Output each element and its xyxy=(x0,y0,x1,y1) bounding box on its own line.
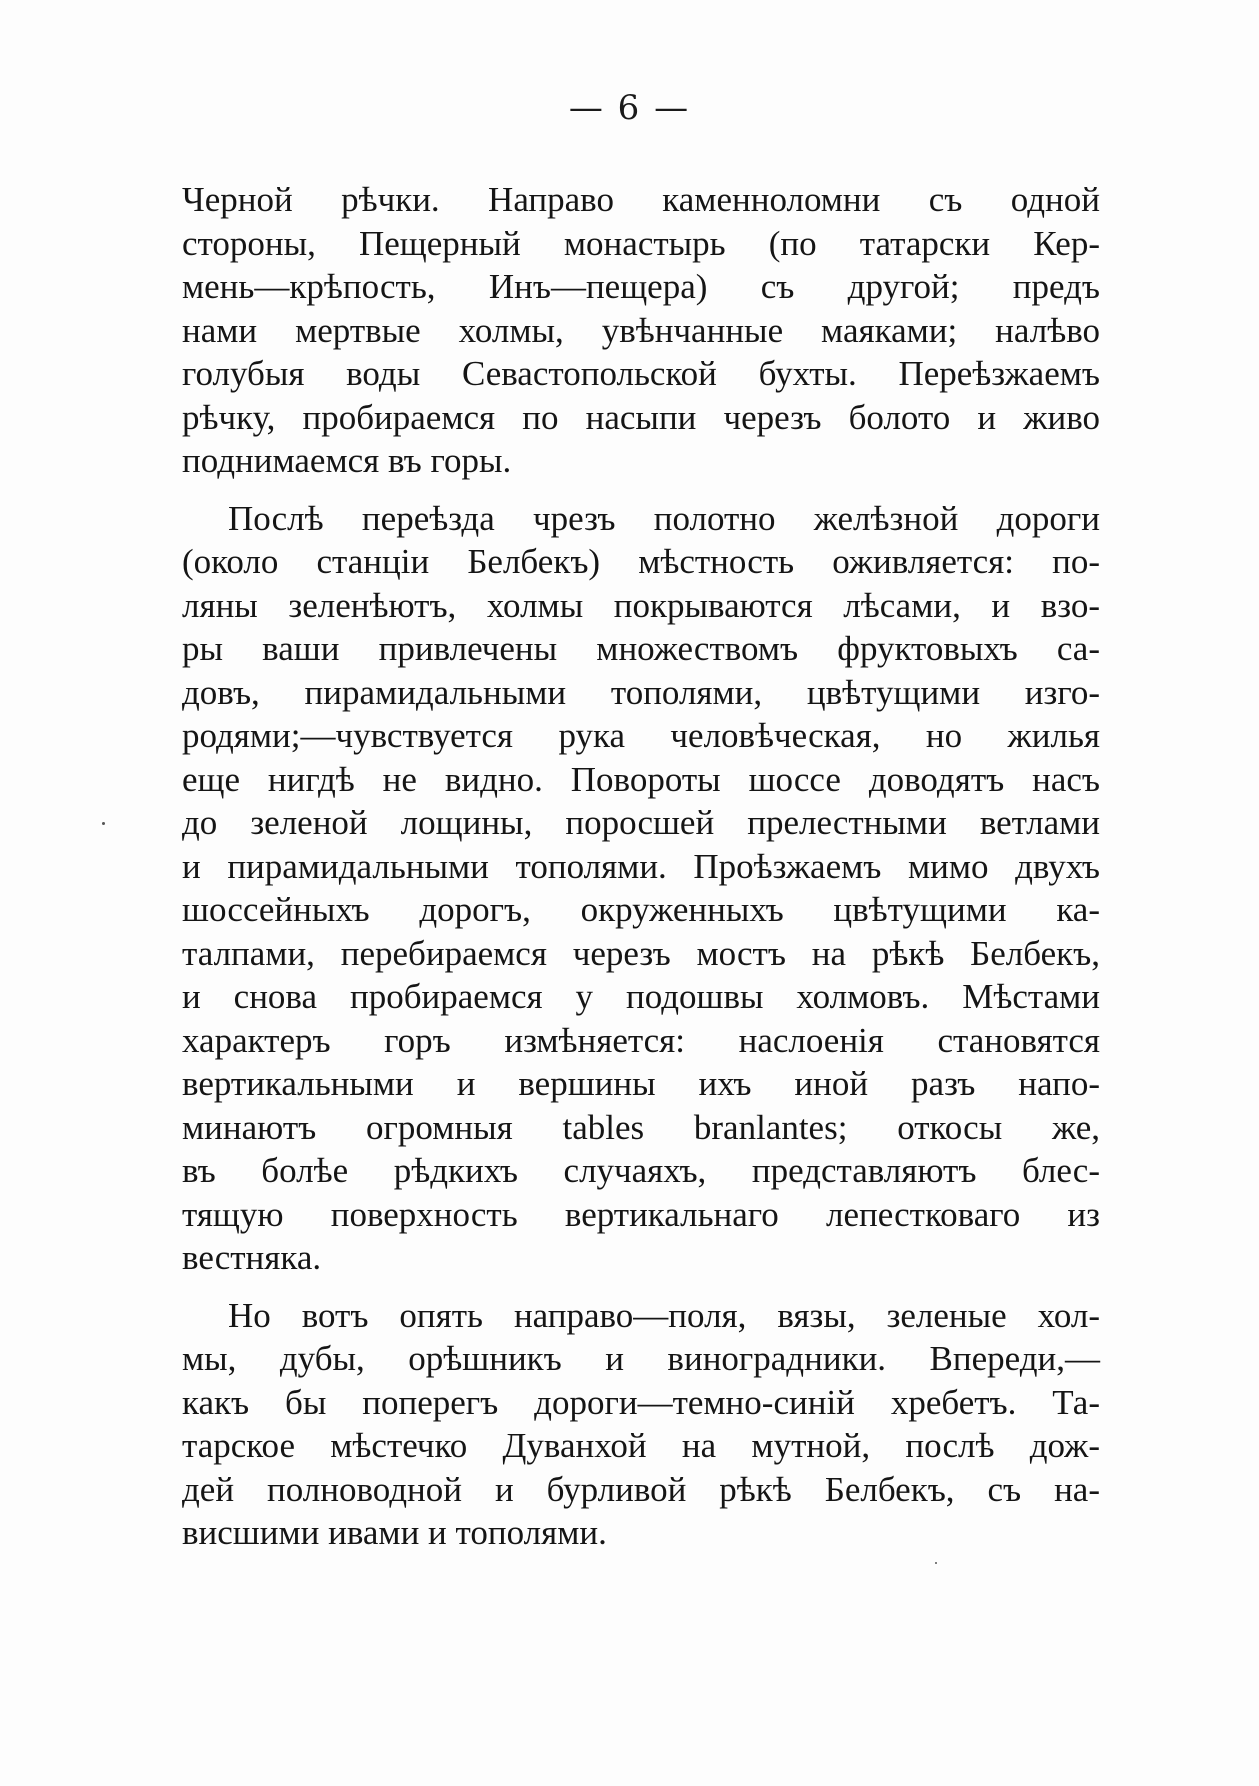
text-line: талпами, перебираемся черезъ мостъ на рѣкѣ Белбекъ, xyxy=(182,933,1100,973)
text-line: голубыя воды Севастопольской бухты. Переѣзжаемъ xyxy=(182,354,1100,393)
text-line: характеръ горъ измѣняется: наслоенія становятся xyxy=(182,1020,1100,1060)
text-line: ляны зеленѣютъ, холмы покрываются лѣсами, и взо- xyxy=(182,585,1100,625)
text-line: вестняка. xyxy=(182,1238,322,1277)
text-line: нами мертвые холмы, увѣнчанные маяками; налѣво xyxy=(182,310,1100,350)
text-line: вертикальными и вершины ихъ иной разъ напо- xyxy=(182,1064,1100,1103)
text-line: поднимаемся въ горы. xyxy=(182,441,512,480)
body-text xyxy=(182,178,1100,1569)
text-line: (около станціи Белбекъ) мѣстность оживляется: по- xyxy=(182,542,1100,581)
text-line: до зеленой лощины, поросшей прелестными ветлами xyxy=(182,803,1100,842)
text-line: какъ бы поперегъ дороги—темно-синій хребетъ. Та- xyxy=(182,1382,1100,1422)
text-line: шоссейныхъ дорогъ, окруженныхъ цвѣтущими ка- xyxy=(182,890,1100,929)
text-line: минаютъ огромныя tables branlantes; откосы же, xyxy=(182,1107,1100,1147)
text-line: Черной рѣчки. Направо каменноломни съ одной xyxy=(182,180,1100,219)
scan-speck xyxy=(935,1562,937,1564)
page-number: — 6 — xyxy=(568,88,691,128)
paragraph-1 xyxy=(182,178,1100,483)
text-line: ры ваши привлечены множествомъ фруктовыхъ са- xyxy=(182,629,1100,668)
text-line: тящую поверхность вертикальнаго лепестковаго из xyxy=(182,1194,1100,1234)
text-line: мень—крѣпость, Инъ—пещера) съ другой; предъ xyxy=(182,267,1100,306)
paragraph-3 xyxy=(182,1294,1100,1555)
text-line: стороны, Пещерный монастырь (по татарски Кер- xyxy=(182,223,1100,263)
text-line: виcшими ивами и тополями. xyxy=(182,1513,607,1552)
text-line: мы, дубы, орѣшникъ и виноградники. Впереди,— xyxy=(182,1339,1100,1378)
text-line: дей полноводной и бурливой рѣкѣ Белбекъ, съ на- xyxy=(182,1469,1100,1509)
text-line: рѣчку, пробираемся по насыпи черезъ болото и живо xyxy=(182,397,1100,437)
scan-speck xyxy=(102,822,105,825)
text-line: въ болѣе рѣдкихъ случаяхъ, представляютъ блес- xyxy=(182,1151,1100,1190)
text-line: Послѣ переѣзда чрезъ полотно желѣзной дороги xyxy=(228,498,1100,538)
text-line: еще нигдѣ не видно. Повороты шоссе доводятъ насъ xyxy=(182,759,1100,799)
text-line: довъ, пирамидальными тополями, цвѣтущими изго- xyxy=(182,672,1100,712)
paragraph-2 xyxy=(182,497,1100,1280)
text-line: и пирамидальными тополями. Проѣзжаемъ мимо двухъ xyxy=(182,846,1100,886)
text-line: и снова пробираемся у подошвы холмовъ. Мѣстами xyxy=(182,977,1100,1016)
text-line: Но вотъ опять направо—поля, вязы, зеленые хол- xyxy=(228,1295,1100,1335)
text-line: тарское мѣстечко Дуванхой на мутной, послѣ дож- xyxy=(182,1426,1100,1465)
text-line: родями;—чувствуется рука человѣческая, но жилья xyxy=(182,716,1100,755)
